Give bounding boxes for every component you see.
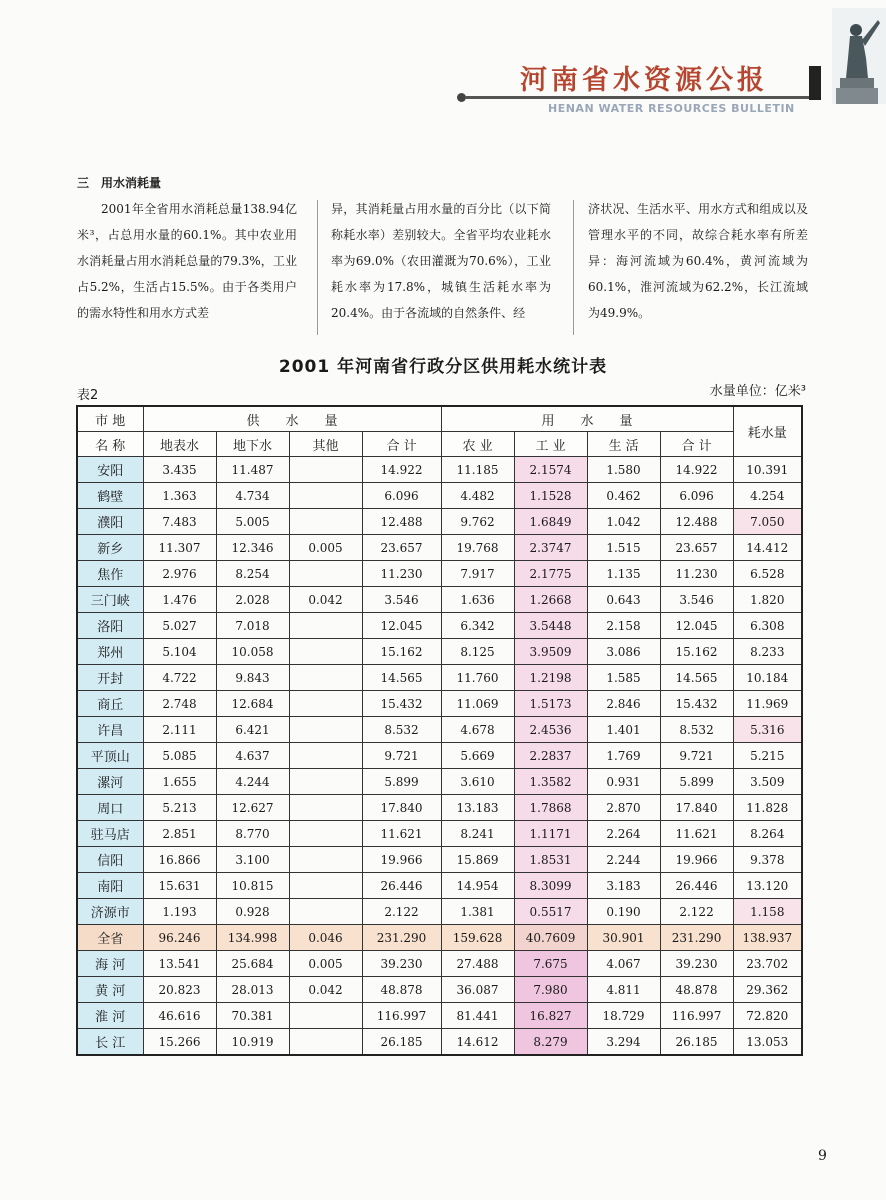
cell-dom: 2.870 [587,795,660,821]
cell-dom: 30.901 [587,925,660,951]
cell-ind: 0.5517 [514,899,587,925]
cell-agri: 15.869 [441,847,514,873]
cell-other [289,899,362,925]
cell-agri: 81.441 [441,1003,514,1029]
cell-dom: 1.515 [587,535,660,561]
cell-use-total: 17.840 [660,795,733,821]
region-name: 许昌 [77,717,143,743]
cell-ind: 1.2198 [514,665,587,691]
region-name: 安阳 [77,457,143,483]
cell-dom: 1.769 [587,743,660,769]
cell-agri: 13.183 [441,795,514,821]
table-row [77,457,802,483]
region-name: 济源市 [77,899,143,925]
cell-surface: 5.213 [143,795,216,821]
table-row [77,873,802,899]
cell-ground: 9.843 [216,665,289,691]
cell-surface: 15.266 [143,1029,216,1056]
section-heading: 三 用水消耗量 [77,176,162,190]
cell-use-total: 19.966 [660,847,733,873]
table-row [77,535,802,561]
cell-ground: 8.254 [216,561,289,587]
cell-cons: 3.509 [733,769,802,795]
cell-surface: 11.307 [143,535,216,561]
cell-ind: 1.3582 [514,769,587,795]
cell-ground: 70.381 [216,1003,289,1029]
cell-use-total: 14.565 [660,665,733,691]
table-row [77,717,802,743]
cell-ground: 28.013 [216,977,289,1003]
cell-cons: 13.053 [733,1029,802,1056]
cell-ground: 10.919 [216,1029,289,1056]
region-name: 长 江 [77,1029,143,1056]
cell-dom: 2.158 [587,613,660,639]
cell-use-total: 9.721 [660,743,733,769]
header-agriculture: 农 业 [441,432,514,457]
cell-use-total: 231.290 [660,925,733,951]
cell-other [289,613,362,639]
cell-supply-total: 11.230 [362,561,441,587]
cell-supply-total: 15.162 [362,639,441,665]
column-divider [317,200,318,335]
cell-agri: 36.087 [441,977,514,1003]
cell-supply-total: 2.122 [362,899,441,925]
cell-agri: 7.917 [441,561,514,587]
table-row [77,821,802,847]
cell-other [289,1029,362,1056]
region-name: 洛阳 [77,613,143,639]
cell-cons: 1.158 [733,899,802,925]
cell-cons: 4.254 [733,483,802,509]
statue-icon [832,8,886,104]
table-row [77,743,802,769]
cell-surface: 1.193 [143,899,216,925]
cell-cons: 29.362 [733,977,802,1003]
region-name: 商丘 [77,691,143,717]
cell-use-total: 6.096 [660,483,733,509]
cell-agri: 6.342 [441,613,514,639]
cell-ground: 12.627 [216,795,289,821]
cell-supply-total: 12.488 [362,509,441,535]
cell-use-total: 3.546 [660,587,733,613]
cell-other [289,509,362,535]
cell-supply-total: 26.446 [362,873,441,899]
header-consumption: 耗水量 [733,406,802,457]
cell-cons: 6.308 [733,613,802,639]
header-use-total: 合 计 [660,432,733,457]
cell-use-total: 11.621 [660,821,733,847]
article-column-2: 异，其消耗量占用水量的百分比（以下简称耗水率）差别较大。全省平均农业耗水率为69.0%（农田灌溉为70.6%），工业耗水率为17.8%，城镇生活耗水率为20.4%。由于各流域的自然条件、经 [331,202,551,320]
cell-cons: 10.184 [733,665,802,691]
cell-surface: 2.851 [143,821,216,847]
cell-ground: 6.421 [216,717,289,743]
cell-supply-total: 17.840 [362,795,441,821]
cell-cons: 11.969 [733,691,802,717]
cell-agri: 4.482 [441,483,514,509]
cell-supply-total: 116.997 [362,1003,441,1029]
region-name: 开封 [77,665,143,691]
header-rule [466,96,811,99]
cell-cons: 8.264 [733,821,802,847]
cell-supply-total: 26.185 [362,1029,441,1056]
cell-supply-total: 12.045 [362,613,441,639]
cell-ground: 7.018 [216,613,289,639]
cell-other [289,847,362,873]
cell-supply-total: 231.290 [362,925,441,951]
header-other: 其他 [289,432,362,457]
cell-ground: 3.100 [216,847,289,873]
cell-surface: 7.483 [143,509,216,535]
cell-supply-total: 39.230 [362,951,441,977]
cell-other [289,691,362,717]
cell-agri: 11.069 [441,691,514,717]
header-surface: 地表水 [143,432,216,457]
region-name: 漯河 [77,769,143,795]
cell-cons: 9.378 [733,847,802,873]
header-ground: 地下水 [216,432,289,457]
cell-cons: 8.233 [733,639,802,665]
header-bar [809,66,821,100]
cell-surface: 1.655 [143,769,216,795]
header-supply-group: 供 水 量 [143,406,441,432]
cell-use-total: 48.878 [660,977,733,1003]
cell-dom: 1.401 [587,717,660,743]
table-row [77,483,802,509]
cell-agri: 14.612 [441,1029,514,1056]
cell-surface: 46.616 [143,1003,216,1029]
cell-dom: 3.183 [587,873,660,899]
cell-surface: 16.866 [143,847,216,873]
cell-agri: 4.678 [441,717,514,743]
cell-other: 0.046 [289,925,362,951]
cell-use-total: 8.532 [660,717,733,743]
cell-cons: 5.215 [733,743,802,769]
cell-agri: 9.762 [441,509,514,535]
cell-supply-total: 9.721 [362,743,441,769]
cell-ind: 1.8531 [514,847,587,873]
cell-ground: 10.058 [216,639,289,665]
cell-dom: 18.729 [587,1003,660,1029]
cell-ind: 2.4536 [514,717,587,743]
header-city-top: 市 地 [77,406,143,432]
cell-cons: 72.820 [733,1003,802,1029]
cell-use-total: 2.122 [660,899,733,925]
cell-surface: 1.363 [143,483,216,509]
table-unit: 水量单位：亿米³ [709,384,806,399]
cell-surface: 96.246 [143,925,216,951]
cell-surface: 3.435 [143,457,216,483]
cell-supply-total: 5.899 [362,769,441,795]
cell-ground: 12.346 [216,535,289,561]
cell-cons: 10.391 [733,457,802,483]
bulletin-title: 河南省水资源公报 [520,65,768,96]
header-domestic: 生 活 [587,432,660,457]
table-row [77,587,802,613]
cell-dom: 4.811 [587,977,660,1003]
cell-agri: 8.125 [441,639,514,665]
column-divider [573,200,574,335]
cell-ground: 8.770 [216,821,289,847]
cell-surface: 5.085 [143,743,216,769]
cell-dom: 0.190 [587,899,660,925]
cell-use-total: 14.922 [660,457,733,483]
cell-ground: 0.928 [216,899,289,925]
cell-supply-total: 11.621 [362,821,441,847]
cell-cons: 7.050 [733,509,802,535]
cell-other [289,873,362,899]
cell-ind: 2.1574 [514,457,587,483]
cell-supply-total: 19.966 [362,847,441,873]
bulletin-subtitle: HENAN WATER RESOURCES BULLETIN [548,102,795,115]
cell-ind: 1.2668 [514,587,587,613]
cell-supply-total: 23.657 [362,535,441,561]
table-row [77,691,802,717]
cell-dom: 1.042 [587,509,660,535]
table-row [77,613,802,639]
table-row [77,899,802,925]
cell-other [289,665,362,691]
cell-surface: 15.631 [143,873,216,899]
cell-use-total: 39.230 [660,951,733,977]
table-row [77,847,802,873]
cell-dom: 3.294 [587,1029,660,1056]
cell-surface: 5.104 [143,639,216,665]
cell-ind: 3.9509 [514,639,587,665]
cell-ground: 4.734 [216,483,289,509]
cell-supply-total: 14.922 [362,457,441,483]
region-name: 南阳 [77,873,143,899]
cell-other [289,1003,362,1029]
table-row [77,769,802,795]
cell-dom: 1.135 [587,561,660,587]
cell-ind: 1.6849 [514,509,587,535]
cell-ground: 4.637 [216,743,289,769]
cell-ground: 134.998 [216,925,289,951]
cell-ind: 3.5448 [514,613,587,639]
cell-dom: 1.585 [587,665,660,691]
cell-cons: 5.316 [733,717,802,743]
cell-dom: 1.580 [587,457,660,483]
cell-ind: 1.7868 [514,795,587,821]
cell-ground: 2.028 [216,587,289,613]
cell-other [289,743,362,769]
header-use-group: 用 水 量 [441,406,733,432]
cell-other: 0.042 [289,587,362,613]
cell-supply-total: 14.565 [362,665,441,691]
article-column-3: 济状况、生活水平、用水方式和组成以及管理水平的不同，故综合耗水率有所差异：海河流域为60.4%，黄河流域为60.1%，淮河流域为62.2%，长江流域为49.9%。 [588,202,808,320]
region-name: 焦作 [77,561,143,587]
region-name: 黄 河 [77,977,143,1003]
cell-ground: 4.244 [216,769,289,795]
cell-dom: 4.067 [587,951,660,977]
table-number: 表2 [77,388,99,403]
cell-surface: 13.541 [143,951,216,977]
cell-dom: 2.846 [587,691,660,717]
cell-surface: 2.111 [143,717,216,743]
cell-dom: 0.643 [587,587,660,613]
table-row [77,977,802,1003]
cell-agri: 11.760 [441,665,514,691]
cell-cons: 14.412 [733,535,802,561]
cell-surface: 4.722 [143,665,216,691]
cell-other [289,457,362,483]
article-column-1: 2001年全省用水消耗总量138.94亿米³，占总用水量的60.1%。其中农业用水消耗量占用水消耗总量的79.3%，工业占5.2%，生活占15.5%。由于各类用户的需水特性和用水方式差 [77,202,297,320]
cell-agri: 3.610 [441,769,514,795]
header-supply-total: 合 计 [362,432,441,457]
cell-ind: 7.675 [514,951,587,977]
cell-other [289,639,362,665]
cell-ind: 8.3099 [514,873,587,899]
table-row [77,925,802,951]
cell-use-total: 15.162 [660,639,733,665]
cell-cons: 1.820 [733,587,802,613]
region-name: 濮阳 [77,509,143,535]
cell-cons: 11.828 [733,795,802,821]
cell-supply-total: 8.532 [362,717,441,743]
cell-use-total: 11.230 [660,561,733,587]
cell-surface: 2.748 [143,691,216,717]
cell-surface: 20.823 [143,977,216,1003]
table-row [77,951,802,977]
cell-agri: 19.768 [441,535,514,561]
cell-ind: 2.1775 [514,561,587,587]
region-name: 新乡 [77,535,143,561]
cell-use-total: 26.185 [660,1029,733,1056]
cell-ind: 2.3747 [514,535,587,561]
cell-agri: 8.241 [441,821,514,847]
cell-ind: 8.279 [514,1029,587,1056]
cell-agri: 5.669 [441,743,514,769]
table-row [77,561,802,587]
cell-agri: 27.488 [441,951,514,977]
cell-ground: 10.815 [216,873,289,899]
cell-dom: 2.264 [587,821,660,847]
cell-use-total: 23.657 [660,535,733,561]
cell-ind: 1.5173 [514,691,587,717]
table-row [77,1003,802,1029]
cell-other [289,483,362,509]
region-name: 驻马店 [77,821,143,847]
cell-cons: 138.937 [733,925,802,951]
cell-use-total: 26.446 [660,873,733,899]
table-row [77,1029,802,1056]
cell-other [289,769,362,795]
region-name: 周口 [77,795,143,821]
cell-ground: 11.487 [216,457,289,483]
cell-ind: 2.2837 [514,743,587,769]
cell-ind: 16.827 [514,1003,587,1029]
cell-surface: 1.476 [143,587,216,613]
cell-use-total: 12.045 [660,613,733,639]
cell-supply-total: 48.878 [362,977,441,1003]
table-title: 2001 年河南省行政分区供用耗水统计表 [278,357,608,377]
cell-agri: 1.381 [441,899,514,925]
table-row [77,795,802,821]
region-name: 三门峡 [77,587,143,613]
cell-agri: 1.636 [441,587,514,613]
cell-dom: 0.931 [587,769,660,795]
cell-use-total: 12.488 [660,509,733,535]
cell-supply-total: 6.096 [362,483,441,509]
cell-other: 0.005 [289,535,362,561]
header-industry: 工 业 [514,432,587,457]
cell-other [289,795,362,821]
cell-surface: 5.027 [143,613,216,639]
cell-dom: 0.462 [587,483,660,509]
region-name: 鹤壁 [77,483,143,509]
cell-ground: 12.684 [216,691,289,717]
cell-surface: 2.976 [143,561,216,587]
cell-agri: 11.185 [441,457,514,483]
cell-use-total: 15.432 [660,691,733,717]
cell-dom: 3.086 [587,639,660,665]
region-name: 平顶山 [77,743,143,769]
water-statistics-table [76,405,803,1056]
cell-use-total: 5.899 [660,769,733,795]
cell-ind: 40.7609 [514,925,587,951]
cell-ground: 5.005 [216,509,289,535]
region-name: 全省 [77,925,143,951]
cell-ground: 25.684 [216,951,289,977]
header-city-bottom: 名 称 [77,432,143,457]
table-row [77,509,802,535]
cell-ind: 7.980 [514,977,587,1003]
table-row [77,639,802,665]
region-name: 海 河 [77,951,143,977]
cell-other: 0.005 [289,951,362,977]
region-name: 郑州 [77,639,143,665]
cell-other [289,821,362,847]
cell-ind: 1.1528 [514,483,587,509]
cell-other [289,717,362,743]
cell-cons: 6.528 [733,561,802,587]
region-name: 淮 河 [77,1003,143,1029]
cell-supply-total: 3.546 [362,587,441,613]
cell-ind: 1.1171 [514,821,587,847]
cell-other [289,561,362,587]
cell-dom: 2.244 [587,847,660,873]
cell-agri: 14.954 [441,873,514,899]
header-dot [457,93,466,102]
cell-supply-total: 15.432 [362,691,441,717]
region-name: 信阳 [77,847,143,873]
cell-cons: 13.120 [733,873,802,899]
cell-use-total: 116.997 [660,1003,733,1029]
cell-other: 0.042 [289,977,362,1003]
page-number: 9 [818,1148,827,1164]
table-row [77,665,802,691]
cell-cons: 23.702 [733,951,802,977]
cell-agri: 159.628 [441,925,514,951]
